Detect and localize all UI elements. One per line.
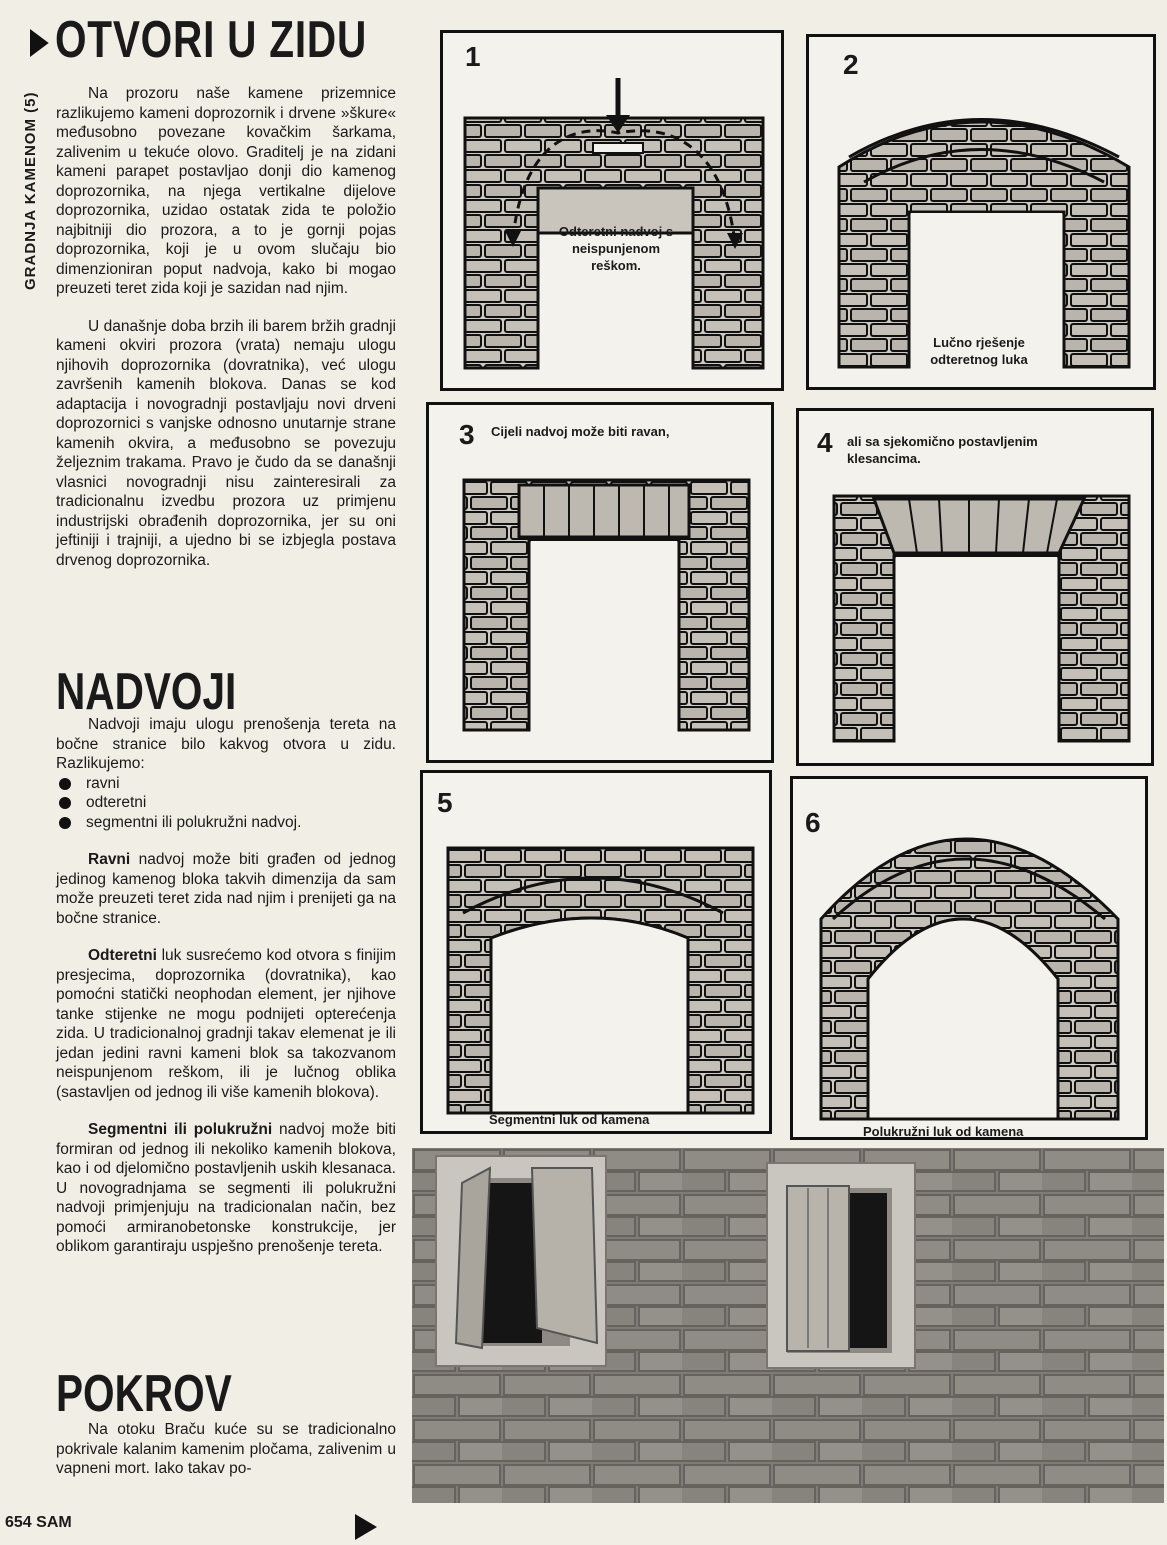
- figure-caption: Segmentni luk od kamena: [489, 1112, 650, 1127]
- arrow-right-icon: [355, 1514, 377, 1540]
- figure-panel-5: [420, 770, 772, 1134]
- figure-panel-2: [806, 34, 1156, 390]
- wall-photo: [412, 1148, 1164, 1503]
- figure-caption: Lučno rješenje odteretnog luka: [930, 335, 1028, 367]
- list-item: segmentni ili polukružni nadvoj.: [56, 813, 396, 833]
- figure-number: 2: [843, 49, 859, 80]
- figure-panel-6: [790, 776, 1148, 1140]
- nadvoji-intro: Nadvoji imaju ulogu prenošenja tereta na bočne stranice bilo kakvog otvora u zidu. Razlikujemo:: [56, 716, 396, 772]
- section-heading-pokrov: POKROV: [56, 1365, 232, 1423]
- figure-number: 3: [459, 419, 475, 450]
- figure-number: 5: [437, 787, 453, 818]
- section-heading-nadvoji: NADVOJI: [56, 663, 237, 721]
- figure-caption: Polukružni luk od kamena: [863, 1124, 1024, 1139]
- figure-number: 1: [465, 41, 481, 72]
- series-label: GRADNJA KAMENOM (5): [22, 91, 39, 290]
- intro-text: [56, 84, 396, 570]
- figure-caption: Cijeli nadvoj može biti ravan,: [491, 424, 670, 439]
- figure-caption: Odteretni nadvoj s neispunjenom reškom.: [558, 224, 674, 273]
- pokrov-text: Na otoku Braču kuće su se tradicionalno pokrivale kalanim kamenim pločama, zalivenim u vapneni mort. Iako takav po-: [56, 1421, 396, 1477]
- photo-image: [412, 1148, 1164, 1503]
- figure-panel-3: [426, 402, 774, 763]
- figure-caption: ali sa sjekomično postavljenim klesancima.: [847, 434, 1038, 466]
- intro-paragraph: Na prozoru naše kamene prizemnice razlikujemo kameni doprozornik i drvene »škure« međusobno povezane kovačkim šarkama, zalivenim u tekuće olovo. Graditelj je na zidani kameni parapet postavljao donji dio kamenog doprozornika, na njega vertikalne dijelove doprozornika, uzidao ostatak zida te položio najbitniji dio prozora, a to je gornji pojas doprozornika, koji je u ovom slučaju bio dimenzioniran poput nadvoja, kako bi mogao preuzeti teret zida koji je sazidan nad njim.: [56, 85, 396, 297]
- figure-panel-4: [796, 408, 1154, 766]
- lintel-diagram-6: [793, 779, 1145, 1137]
- ravni-paragraph: Ravni nadvoj može biti građen od jednog jedinog kamenog bloka takvih dimenzija da sam može preuzeti teret zida nad njim i prenijeti ga na bočne stranice.: [56, 851, 396, 927]
- segmentni-paragraph: Segmentni ili polukružni nadvoj može biti formiran od jednog ili nekoliko kamenih blokova, kao i od djelomično postavljenih uskih klesanaca. U novogradnjama se segmenti ili polukružni nadvoji primjenjuju na tradicionalan način, bez pomoći armiranobetonske konstrukcije, jer oblikom garantiraju uspješno prenošenje tereta.: [56, 1121, 397, 1255]
- nadvoji-text: [56, 715, 396, 1257]
- intro-paragraph: U današnje doba brzih ili barem bržih gradnji kameni okviri prozora (vrata) nemaju ulogu njihovih doprozornika (dovratnika), već ulogu završenih kamenih blokova. Danas se kod adaptacija i novogradnji postavljaju novi drveni doprozornici s vanjske odnosno unutarnje strane kamenih okvira, a međusobno se povezuju željeznim trakama. Pravo je čudo da se današnji vlasnici novogradnji nisu zainteresirali za tradicionalnu izvedbu prozora uz primjenu industrijski obrađenih doprozornika, jer su oni jeftiniji i trajniji, a ujedno bi se izbjegla postava drvenog doprozornika.: [56, 317, 396, 569]
- list-item: odteretni: [56, 793, 396, 813]
- figure-number: 4: [817, 427, 833, 458]
- page-title: OTVORI U ZIDU: [30, 14, 367, 66]
- lintel-diagram-3: [429, 405, 771, 760]
- lintel-diagram-5: [423, 773, 769, 1131]
- figure-panel-1: [440, 30, 784, 391]
- page-footer: 654 SAM: [5, 1514, 72, 1531]
- arrow-right-icon: [30, 29, 49, 57]
- figure-number: 6: [805, 807, 821, 838]
- odteretni-paragraph: Odteretni luk susrećemo kod otvora s finijim presjecima, doprozornika (dovratnika), kao pomoćni statički neophodan element, jer njihove tanke stijenke ne mogu podnijeti opterećenja zida. U tradicionalnoj gradnji takav elemenat je ili jedan jedini ravni kameni blok sa takozvanom neispunjenom reškom, ili je lučnog oblika (sastavljen od jednog ili više kamenih blokova).: [56, 947, 396, 1101]
- lintel-diagram-1: [443, 33, 781, 388]
- list-item: ravni: [56, 774, 396, 794]
- nadvoji-list: [56, 774, 396, 833]
